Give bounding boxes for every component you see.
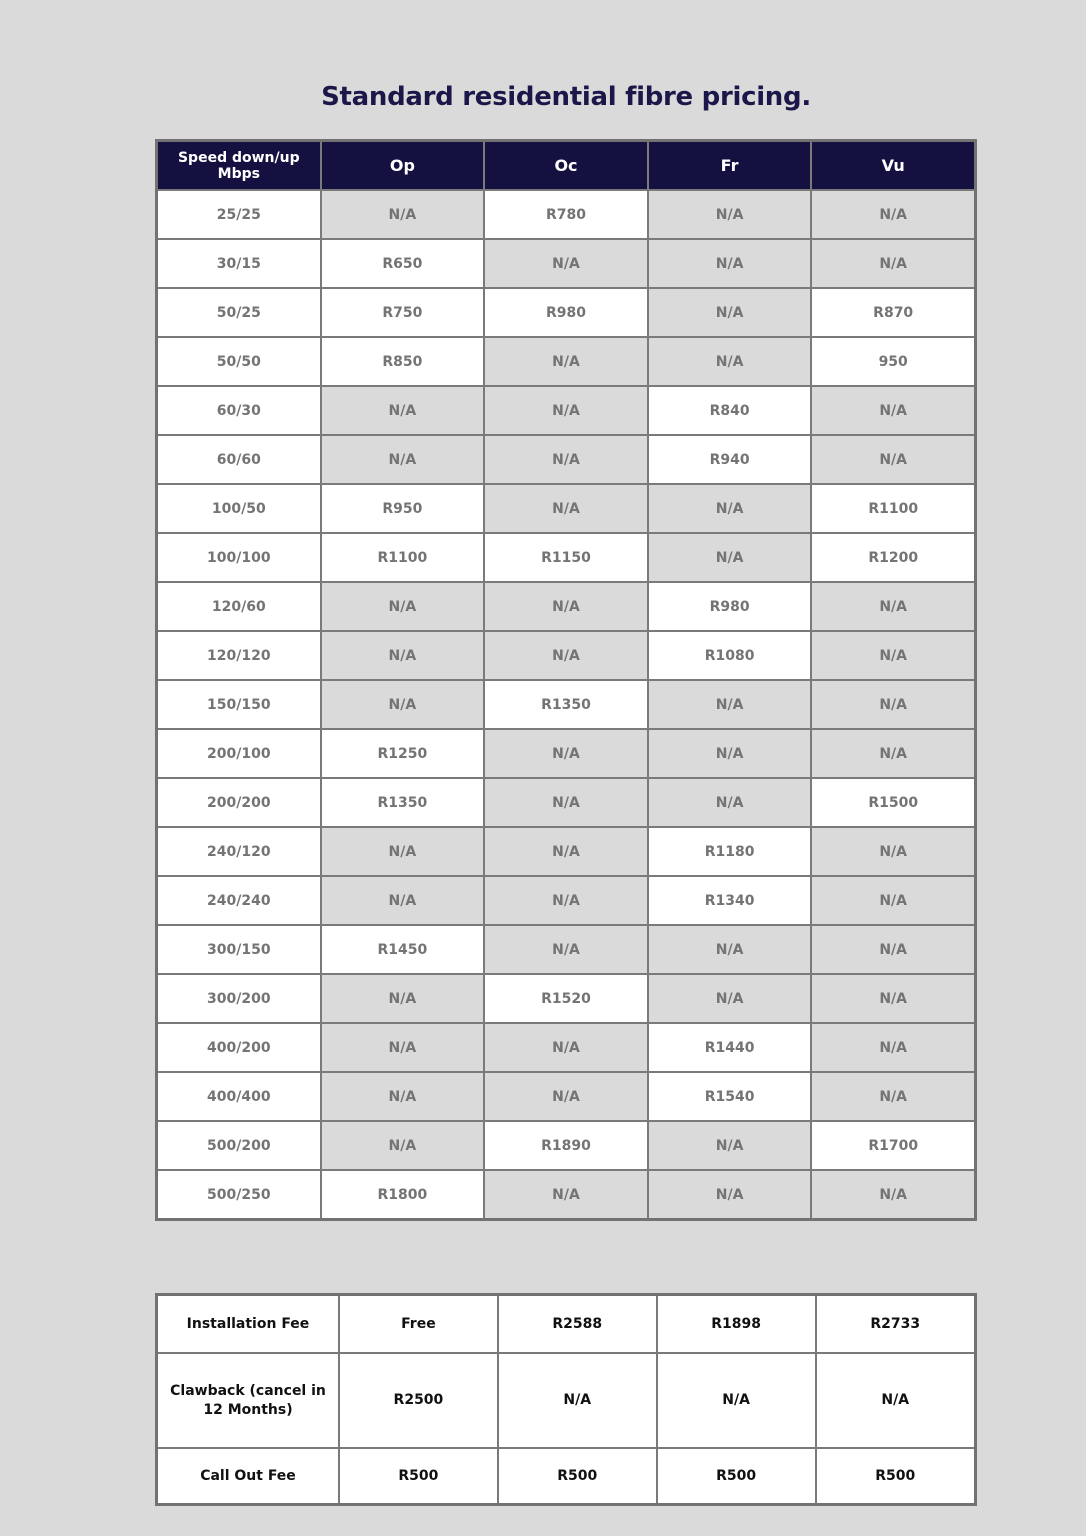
- table-row: [157, 533, 976, 582]
- price-cell: R1100: [321, 533, 485, 582]
- price-cell: R940: [648, 435, 812, 484]
- price-cell: R950: [321, 484, 485, 533]
- speed-cell: 50/25: [157, 288, 321, 337]
- price-cell: R1890: [484, 1121, 648, 1170]
- table-row: [157, 1072, 976, 1121]
- column-header-oc: Oc: [484, 141, 648, 191]
- price-cell: N/A: [811, 1170, 975, 1220]
- price-cell: N/A: [321, 386, 485, 435]
- price-cell: N/A: [811, 386, 975, 435]
- price-cell: N/A: [648, 925, 812, 974]
- price-cell: N/A: [811, 1023, 975, 1072]
- fees-table: [155, 1293, 977, 1506]
- price-cell: N/A: [484, 631, 648, 680]
- table-row: [157, 729, 976, 778]
- page-title: Standard residential fibre pricing.: [321, 82, 811, 112]
- price-cell: N/A: [321, 974, 485, 1023]
- speed-cell: 150/150: [157, 680, 321, 729]
- price-cell: N/A: [811, 925, 975, 974]
- price-cell: N/A: [321, 680, 485, 729]
- price-cell: N/A: [321, 631, 485, 680]
- price-cell: N/A: [811, 729, 975, 778]
- price-cell: R1500: [811, 778, 975, 827]
- column-header-vu: Vu: [811, 141, 975, 191]
- price-cell: R1080: [648, 631, 812, 680]
- price-cell: N/A: [484, 1023, 648, 1072]
- fee-cell: N/A: [498, 1353, 657, 1448]
- fee-cell: R500: [339, 1448, 498, 1505]
- price-cell: N/A: [648, 484, 812, 533]
- price-cell: N/A: [648, 729, 812, 778]
- table-row: [157, 1170, 976, 1220]
- price-cell: N/A: [648, 778, 812, 827]
- speed-cell: 120/120: [157, 631, 321, 680]
- price-cell: N/A: [648, 337, 812, 386]
- table-row: [157, 288, 976, 337]
- price-cell: R1180: [648, 827, 812, 876]
- price-cell: N/A: [484, 386, 648, 435]
- table-row: [157, 1121, 976, 1170]
- price-cell: N/A: [811, 582, 975, 631]
- fee-cell: R2588: [498, 1295, 657, 1354]
- price-cell: N/A: [484, 827, 648, 876]
- fee-label: Call Out Fee: [157, 1448, 340, 1505]
- price-cell: R850: [321, 337, 485, 386]
- speed-cell: 240/120: [157, 827, 321, 876]
- price-cell: N/A: [321, 582, 485, 631]
- price-cell: N/A: [811, 827, 975, 876]
- speed-cell: 100/50: [157, 484, 321, 533]
- price-cell: N/A: [484, 484, 648, 533]
- price-cell: N/A: [811, 435, 975, 484]
- price-cell: R1520: [484, 974, 648, 1023]
- speed-cell: 30/15: [157, 239, 321, 288]
- price-cell: N/A: [648, 1121, 812, 1170]
- price-cell: N/A: [484, 778, 648, 827]
- price-cell: N/A: [484, 729, 648, 778]
- table-row: [157, 386, 976, 435]
- fee-cell: R2500: [339, 1353, 498, 1448]
- price-cell: R870: [811, 288, 975, 337]
- price-cell: N/A: [811, 190, 975, 239]
- table-row: [157, 337, 976, 386]
- fee-cell: R500: [498, 1448, 657, 1505]
- price-cell: N/A: [321, 1072, 485, 1121]
- price-cell: N/A: [484, 582, 648, 631]
- price-cell: R1100: [811, 484, 975, 533]
- table-row: [157, 484, 976, 533]
- price-cell: R1200: [811, 533, 975, 582]
- price-cell: R1250: [321, 729, 485, 778]
- price-cell: N/A: [648, 288, 812, 337]
- price-cell: N/A: [811, 631, 975, 680]
- price-cell: N/A: [811, 1072, 975, 1121]
- price-cell: N/A: [484, 239, 648, 288]
- fee-cell: N/A: [657, 1353, 816, 1448]
- fee-cell: R500: [816, 1448, 976, 1505]
- price-cell: N/A: [321, 1121, 485, 1170]
- speed-cell: 400/400: [157, 1072, 321, 1121]
- price-cell: N/A: [811, 876, 975, 925]
- table-header-row: [157, 141, 976, 191]
- price-cell: N/A: [648, 974, 812, 1023]
- price-cell: N/A: [484, 1170, 648, 1220]
- price-cell: N/A: [648, 680, 812, 729]
- price-cell: R780: [484, 190, 648, 239]
- fee-cell: R1898: [657, 1295, 816, 1354]
- price-cell: N/A: [321, 190, 485, 239]
- speed-cell: 100/100: [157, 533, 321, 582]
- speed-cell: 400/200: [157, 1023, 321, 1072]
- price-cell: N/A: [321, 876, 485, 925]
- table-row: [157, 190, 976, 239]
- price-cell: R1340: [648, 876, 812, 925]
- price-cell: N/A: [321, 1023, 485, 1072]
- price-cell: R980: [484, 288, 648, 337]
- fee-label: Clawback (cancel in 12 Months): [157, 1353, 340, 1448]
- price-cell: N/A: [811, 680, 975, 729]
- price-cell: N/A: [484, 1072, 648, 1121]
- price-cell: N/A: [484, 925, 648, 974]
- price-cell: R1700: [811, 1121, 975, 1170]
- price-cell: R840: [648, 386, 812, 435]
- fee-cell: N/A: [816, 1353, 976, 1448]
- speed-cell: 240/240: [157, 876, 321, 925]
- price-cell: R1450: [321, 925, 485, 974]
- table-row: [157, 974, 976, 1023]
- price-cell: N/A: [648, 533, 812, 582]
- table-row: [157, 778, 976, 827]
- table-row: [157, 239, 976, 288]
- fee-row-callout: [157, 1448, 976, 1505]
- price-cell: R1150: [484, 533, 648, 582]
- table-row: [157, 1023, 976, 1072]
- table-row: [157, 876, 976, 925]
- speed-cell: 60/60: [157, 435, 321, 484]
- fee-row-clawback: [157, 1353, 976, 1448]
- fee-cell: R500: [657, 1448, 816, 1505]
- price-cell: N/A: [648, 190, 812, 239]
- price-cell: R1540: [648, 1072, 812, 1121]
- table-row: [157, 680, 976, 729]
- speed-cell: 200/200: [157, 778, 321, 827]
- column-header-speed: Speed down/up Mbps: [157, 141, 321, 191]
- price-cell: R1800: [321, 1170, 485, 1220]
- column-header-op: Op: [321, 141, 485, 191]
- fee-row-installation: [157, 1295, 976, 1354]
- price-cell: R1350: [484, 680, 648, 729]
- table-row: [157, 631, 976, 680]
- price-cell: N/A: [648, 1170, 812, 1220]
- column-header-fr: Fr: [648, 141, 812, 191]
- price-cell: R980: [648, 582, 812, 631]
- price-cell: N/A: [484, 876, 648, 925]
- speed-cell: 300/200: [157, 974, 321, 1023]
- speed-cell: 500/200: [157, 1121, 321, 1170]
- price-cell: N/A: [811, 974, 975, 1023]
- price-cell: 950: [811, 337, 975, 386]
- price-cell: N/A: [811, 239, 975, 288]
- speed-cell: 300/150: [157, 925, 321, 974]
- price-cell: N/A: [648, 239, 812, 288]
- fee-label: Installation Fee: [157, 1295, 340, 1354]
- speed-cell: 120/60: [157, 582, 321, 631]
- price-cell: N/A: [484, 435, 648, 484]
- price-cell: N/A: [484, 337, 648, 386]
- price-cell: N/A: [321, 827, 485, 876]
- price-cell: R750: [321, 288, 485, 337]
- speed-cell: 60/30: [157, 386, 321, 435]
- table-row: [157, 925, 976, 974]
- price-cell: R1350: [321, 778, 485, 827]
- table-row: [157, 582, 976, 631]
- speed-cell: 200/100: [157, 729, 321, 778]
- speed-cell: 25/25: [157, 190, 321, 239]
- price-cell: N/A: [321, 435, 485, 484]
- speed-cell: 50/50: [157, 337, 321, 386]
- price-cell: R650: [321, 239, 485, 288]
- fee-cell: Free: [339, 1295, 498, 1354]
- table-row: [157, 435, 976, 484]
- pricing-table: [155, 139, 977, 1221]
- price-cell: R1440: [648, 1023, 812, 1072]
- table-row: [157, 827, 976, 876]
- fee-cell: R2733: [816, 1295, 976, 1354]
- speed-cell: 500/250: [157, 1170, 321, 1220]
